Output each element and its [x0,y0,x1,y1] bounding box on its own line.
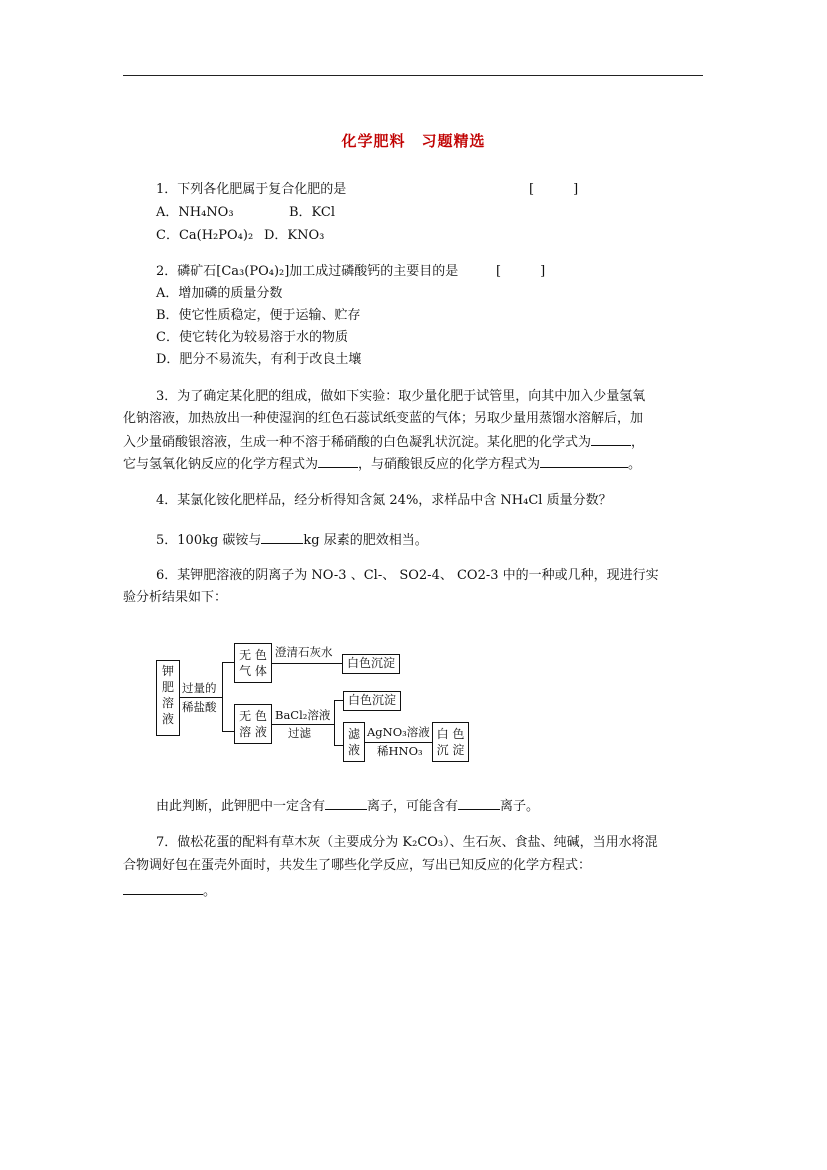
branch-to-solution [222,731,234,732]
colorless-solution-box [234,704,272,744]
header-rule [123,75,703,76]
potash-solution-char-1: 钾 [161,664,174,678]
colorless-solution-line-2: 溶 液 [239,725,267,739]
q3-blank-formula[interactable] [591,433,631,446]
branch-line-2 [334,700,335,746]
q5-blank[interactable] [261,531,303,544]
q5-text-post: kg 尿素的肥效相当。 [303,533,428,548]
branch-line-1 [222,662,223,732]
q1-option-b: B．KCl [289,205,336,220]
q6-blank-possible[interactable] [458,797,500,810]
potash-solution-char-2: 肥 [161,680,174,694]
q1-answer-bracket: [ ] [529,182,579,197]
page-title: 化学肥料 习题精选 [341,132,486,150]
reagent-bacl2: BaCl₂溶液 [275,708,331,722]
q6-conclusion [156,797,539,815]
q2-option-c: C．使它转化为较易溶于水的物质 [156,330,348,345]
white-precipitate-box-3 [432,722,469,762]
q3-blank-naoh-equation[interactable] [318,455,358,468]
q3-line-4-text-a: 它与氢氧化钠反应的化学方程式为 [123,457,319,472]
q4-text: 4．某氯化铵化肥样品，经分析得知含氮 24%，求样品中含 NH₄Cl 质量分数？ [156,493,612,508]
filtrate-char-2: 液 [347,743,360,757]
q2-answer-bracket: [ ] [496,264,546,279]
filtrate-char-1: 滤 [347,727,360,741]
reagent-filter: 过滤 [288,726,311,740]
q3-line-4-text-b: ，与硝酸银反应的化学方程式为 [358,457,541,472]
arrow-line-gas [272,663,342,664]
white-precipitate-3-line-2: 沉 淀 [436,743,465,757]
q3-line-3-end: ， [631,435,645,450]
q7-line-3 [123,882,216,900]
q7-line-1: 7．做松花蛋的配料有草木灰（主要成分为 K₂CO₃）、生石灰、食盐、纯碱，当用水将混 [156,835,658,850]
q6-line-2: 验分析结果如下： [123,590,228,605]
q3-line-4-end: 。 [628,457,642,472]
potash-solution-box [156,660,180,736]
q1-option-a: A．NH₄NO₃ [156,205,234,220]
q3-line-3 [123,433,644,451]
branch-to-filtrate [334,745,343,746]
q7-line-2: 合物调好包在蛋壳外面时，共发生了哪些化学反应，写出已知反应的化学方程式： [123,858,592,873]
q6-conclusion-text-a: 由此判断，此钾肥中一定含有 [156,799,326,814]
branch-to-gas [222,662,234,663]
white-precipitate-box-2: 白色沉淀 [343,691,401,711]
q2-stem: 2．磷矿石[Ca₃(PO₄)₂]加工成过磷酸钙的主要目的是 [156,264,459,279]
q6-line-1: 6．某钾肥溶液的阴离子为 NO-3 、Cl-、 SO2-4、 CO2-3 中的一种或几种，现进行实 [156,568,659,583]
potash-solution-char-3: 溶 [161,696,174,710]
white-precipitate-box-1: 白色沉淀 [342,654,400,674]
q5-line [156,531,428,549]
q6-conclusion-text-c: 离子。 [500,799,540,814]
potash-solution-char-4: 液 [161,712,174,726]
colorless-gas-box [234,643,272,683]
white-precipitate-3-line-1: 白 色 [436,727,465,741]
q6-conclusion-text-b: 离子，可能含有 [367,799,459,814]
q7-blank[interactable] [123,882,203,895]
reagent-hcl-bottom: 稀盐酸 [182,700,217,714]
reagent-agno3: AgNO₃溶液 [367,725,430,739]
arrow-line-start [180,697,222,698]
arrow-line-filtrate [365,742,432,743]
reagent-hno3: 稀HNO₃ [377,744,423,758]
q3-line-2: 化钠溶液，加热放出一种使湿润的红色石蕊试纸变蓝的气体；另取少量用蒸馏水溶解后，加 [123,411,644,426]
q5-text-pre: 5．100kg 碳铵与 [156,533,262,548]
q7-line-3-end: 。 [203,884,217,899]
q3-line-1: 3．为了确定某化肥的组成，做如下实验：取少量化肥于试管里，向其中加入少量氢氧 [156,389,646,404]
arrow-line-solution [272,724,334,725]
filtrate-box [343,722,365,762]
q3-line-3-text: 入少量硝酸银溶液，生成一种不溶于稀硝酸的白色凝乳状沉淀。某化肥的化学式为 [123,435,592,450]
q1-option-d: D．KNO₃ [264,228,325,243]
reagent-hcl-top: 过量的 [182,681,217,695]
q2-option-d: D．肥分不易流失，有利于改良土壤 [156,352,362,367]
q2-option-a: A．增加磷的质量分数 [156,286,283,301]
q2-option-b: B．使它性质稳定，便于运输、贮存 [156,308,361,323]
q1-stem: 1．下列各化肥属于复合化肥的是 [156,182,347,197]
branch-to-ppt-2 [334,700,343,701]
colorless-solution-line-1: 无 色 [239,709,267,723]
colorless-gas-line-1: 无 色 [239,648,267,662]
q1-option-c: C．Ca(H₂PO₄)₂ [156,228,254,243]
q3-blank-agno3-equation[interactable] [540,455,628,468]
reagent-limewater: 澄清石灰水 [275,645,333,659]
q6-blank-definite[interactable] [325,797,367,810]
q3-line-4 [123,455,641,473]
colorless-gas-line-2: 气 体 [239,664,267,678]
